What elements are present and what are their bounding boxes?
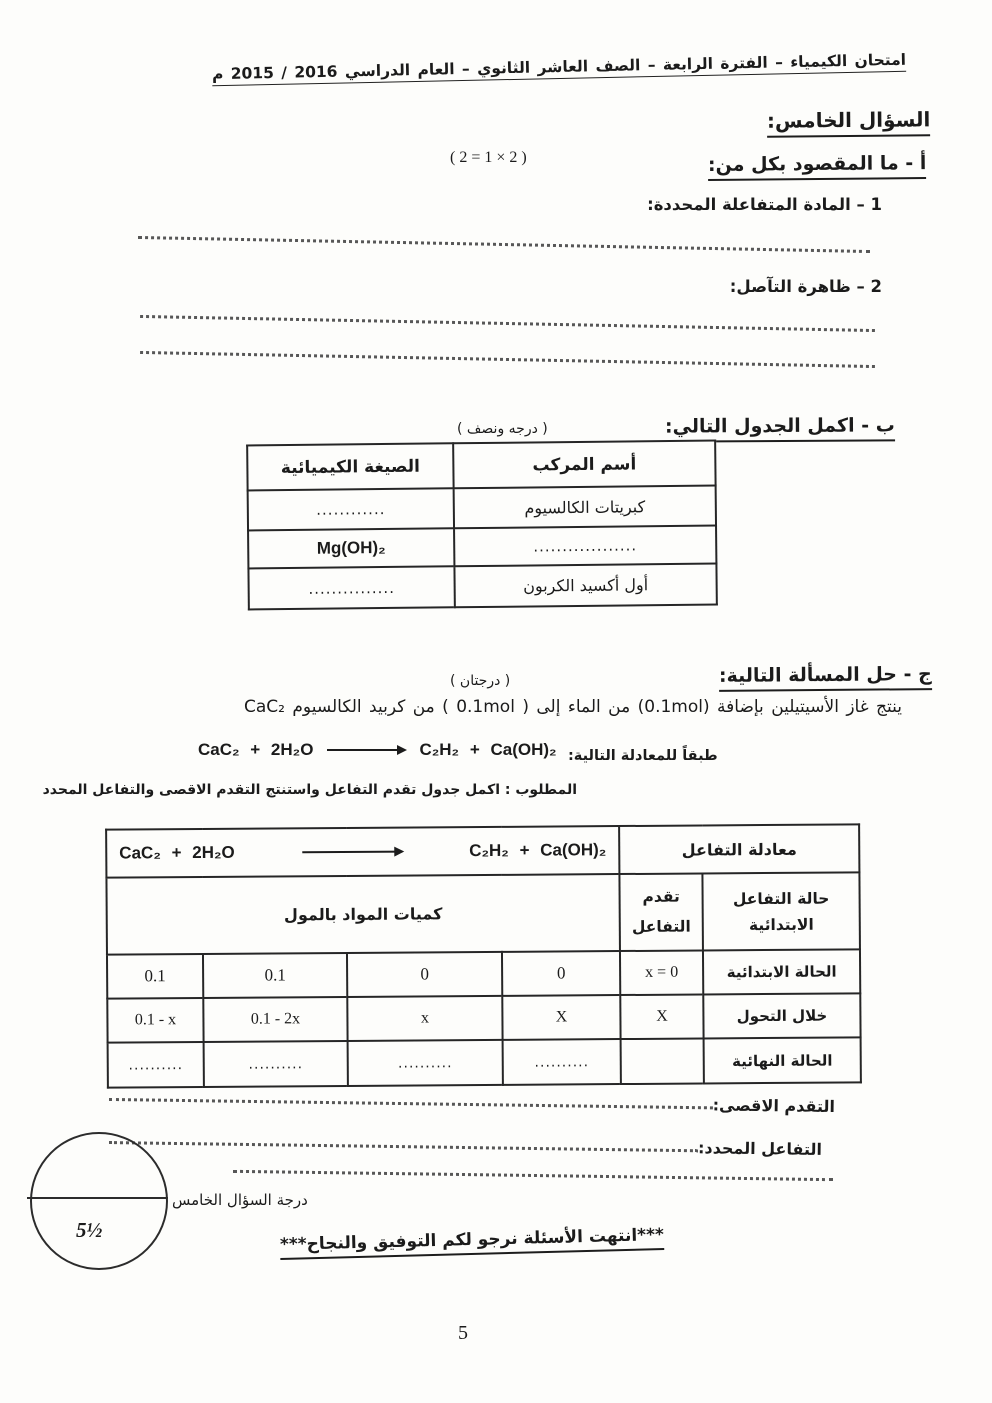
max-progress-label: التقدم الاقصى: bbox=[712, 1095, 836, 1117]
grade-label: درجة السؤال الخامس bbox=[172, 1191, 308, 1209]
amount-h2o-cell: 0.1 bbox=[203, 953, 347, 998]
part-b-marks: ( درجه ونصف ) bbox=[457, 421, 548, 437]
reaction-arrow-icon bbox=[327, 749, 405, 751]
exam-header-suffix: م bbox=[211, 65, 224, 84]
amount-cac2-cell: 0.1 - x bbox=[107, 998, 203, 1043]
max-progress-answer-row bbox=[105, 1087, 835, 1116]
table-equation-cell bbox=[106, 826, 619, 878]
dotted-answer-line bbox=[138, 236, 870, 253]
grade-circle bbox=[30, 1132, 168, 1270]
state-column-header bbox=[702, 872, 860, 950]
table-row bbox=[108, 1037, 861, 1087]
progress-cell bbox=[621, 1038, 704, 1084]
part-a-marks: ( 2 = 1 × 2 ) bbox=[450, 149, 527, 166]
row-label-during: خلال التحول bbox=[703, 993, 860, 1038]
progress-cell: x = 0 bbox=[620, 950, 703, 995]
amount-caoh2-cell: .......... bbox=[503, 1039, 621, 1085]
amount-c2h2-cell: .......... bbox=[348, 1040, 503, 1086]
exam-header bbox=[185, 50, 933, 84]
progress-column-header: تقدم التفاعل bbox=[619, 873, 703, 951]
dotted-answer-line bbox=[140, 315, 875, 332]
amount-c2h2-cell: x bbox=[347, 996, 502, 1041]
equation-intro-label: طبقاً للمعادلة التالية: bbox=[568, 748, 718, 764]
compound-name-cell: أول أكسيد الكربون bbox=[454, 564, 716, 608]
state-header-line2: الابتدائية bbox=[748, 915, 814, 934]
part-a-heading: أ - ما المقصود بكل من: bbox=[707, 152, 926, 181]
compounds-col-name-header: أسم المركب bbox=[453, 441, 715, 489]
reaction-progress-table bbox=[105, 823, 862, 1088]
amount-caoh2-cell: X bbox=[502, 995, 620, 1040]
part-b-heading: ب - اكمل الجدول التالي: bbox=[665, 414, 895, 442]
part-c-marks: ( درجتان ) bbox=[450, 673, 511, 689]
equation-column-header: معادلة التفاعل bbox=[619, 824, 859, 874]
part-a-item-2: 2 – ظاهرة التآصل: bbox=[729, 277, 882, 296]
amount-h2o-cell: .......... bbox=[204, 1041, 348, 1087]
compound-name-cell: كبريتات الكالسيوم bbox=[454, 486, 716, 529]
part-c-heading: ج - حل المسألة التالية: bbox=[719, 663, 932, 692]
compound-name-cell: .................. bbox=[454, 526, 716, 567]
closing-message: ***انتهت الأسئلة نرجو لكم التوفيق والنجاح*** bbox=[280, 1225, 665, 1260]
requirement-line: المطلوب : اكمل جدول تقدم التفاعل واستنتج التقدم الاقصى والتفاعل المحدد bbox=[42, 782, 577, 798]
amount-caoh2-cell: 0 bbox=[502, 951, 620, 996]
reaction-arrow-icon bbox=[302, 851, 402, 854]
page-number: 5 bbox=[458, 1322, 468, 1344]
equation-rhs: C₂H₂ + Ca(OH)₂ bbox=[419, 740, 557, 759]
equation-lhs: CaC₂ + 2H₂O bbox=[119, 842, 235, 863]
limiting-reaction-answer-row bbox=[105, 1130, 822, 1159]
row-label-final: الحالة النهائية bbox=[704, 1037, 861, 1083]
amounts-header: كميات المواد بالمول bbox=[106, 874, 620, 955]
compound-formula-cell: ............ bbox=[248, 488, 454, 530]
equation-lhs: CaC₂ + 2H₂O bbox=[198, 740, 314, 759]
dotted-answer-line bbox=[109, 1098, 713, 1109]
compound-formula-cell: ............... bbox=[248, 566, 454, 609]
table-row bbox=[248, 486, 716, 531]
compounds-col-formula-header: الصيغة الكيميائية bbox=[247, 443, 453, 490]
amount-cac2-cell: .......... bbox=[108, 1042, 204, 1088]
table-row bbox=[248, 564, 716, 610]
table-row bbox=[107, 993, 860, 1042]
compound-formula-cell: Mg(OH)₂ bbox=[248, 528, 454, 568]
dotted-answer-line bbox=[109, 1141, 698, 1152]
exam-header-year: 2015 / 2016 bbox=[230, 62, 338, 83]
grade-circle-divider bbox=[27, 1197, 168, 1199]
question5-title: السؤال الخامس: bbox=[767, 107, 931, 137]
problem-statement: ينتج غاز الأسيتيلين بإضافة (0.1mol) من الماء إلى ( 0.1mol ) من كربيد الكالسيوم CaC₂ bbox=[244, 697, 902, 717]
compounds-table bbox=[246, 440, 718, 611]
exam-header-text: امتحان الكيمياء – الفترة الرابعة – الصف العاشر الثانوي – العام الدراسي bbox=[344, 50, 907, 81]
amount-h2o-cell: 0.1 - 2x bbox=[203, 997, 347, 1042]
dotted-answer-line bbox=[233, 1170, 833, 1181]
part-a-item-1: 1 – المادة المتفاعلة المحددة: bbox=[647, 195, 882, 214]
amount-cac2-cell: 0.1 bbox=[107, 954, 203, 999]
dotted-answer-line bbox=[140, 351, 875, 368]
state-header-line1: حالة التفاعل bbox=[732, 889, 830, 908]
table-row bbox=[248, 526, 716, 569]
grade-value: 5½ bbox=[76, 1218, 103, 1242]
equation-rhs: C₂H₂ + Ca(OH)₂ bbox=[469, 840, 607, 861]
row-label-initial: الحالة الابتدائية bbox=[703, 949, 860, 994]
progress-cell: X bbox=[620, 994, 703, 1039]
limiting-reaction-label: التفاعل المحدد: bbox=[697, 1138, 823, 1160]
reaction-equation bbox=[198, 740, 557, 760]
amount-c2h2-cell: 0 bbox=[347, 952, 502, 997]
table-row bbox=[107, 949, 860, 998]
